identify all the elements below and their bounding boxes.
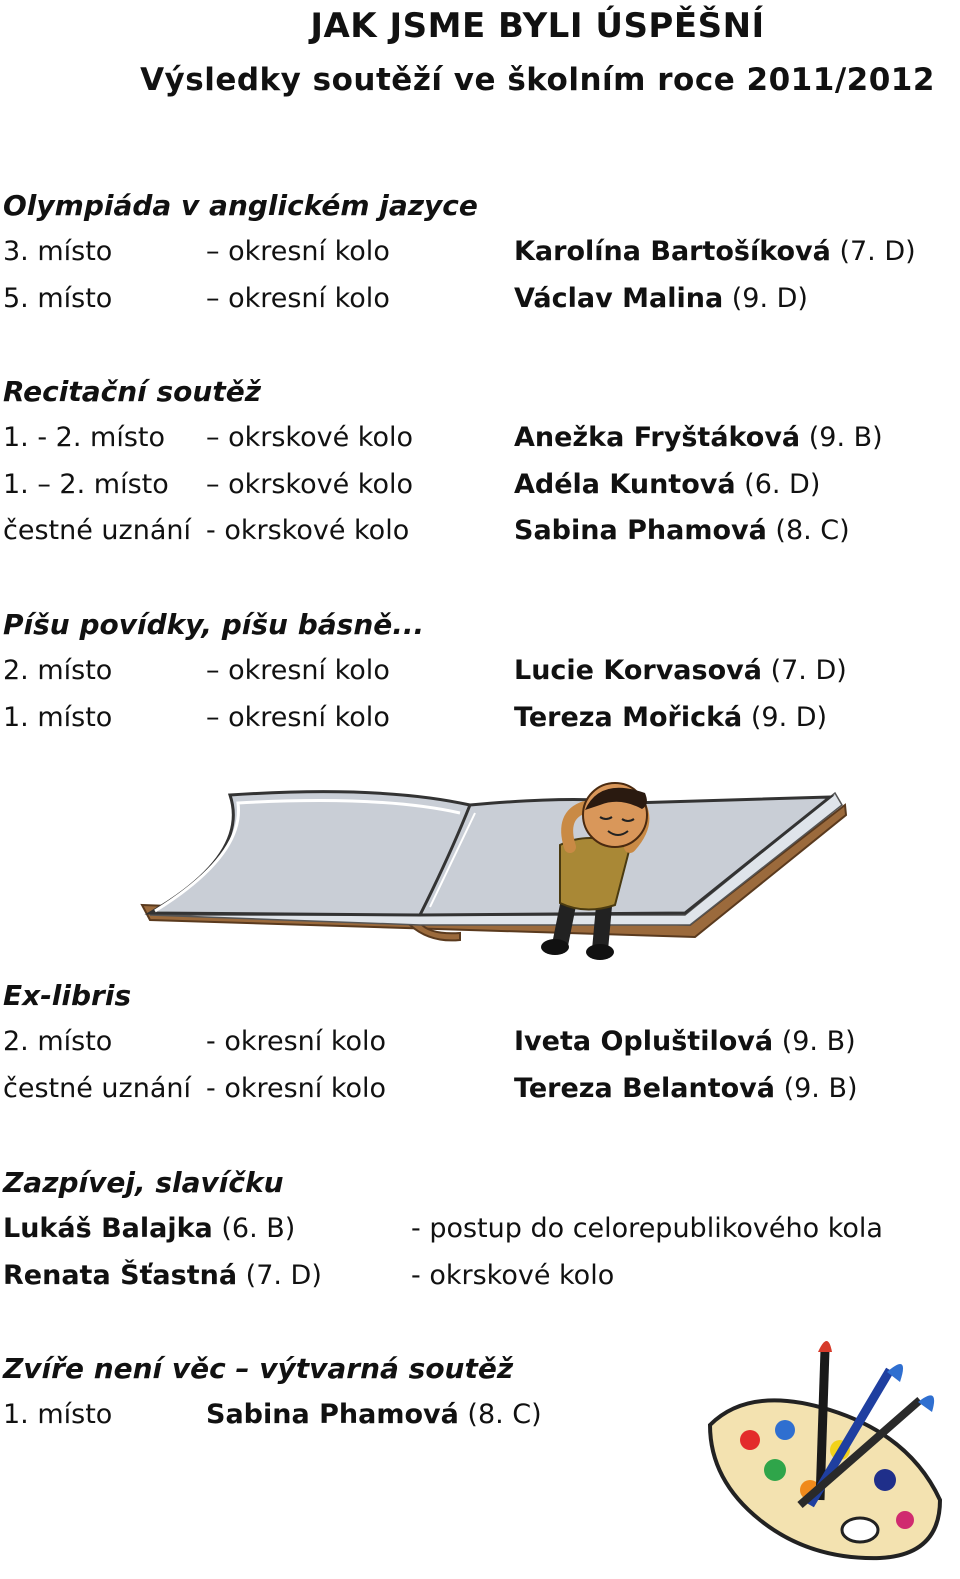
student-name: Sabina Phamová	[514, 515, 767, 546]
student-name: Karolína Bartošíková	[514, 236, 831, 267]
student-name: Sabina Phamová	[206, 1399, 459, 1430]
place: 2. místo	[3, 655, 113, 686]
result-row	[3, 695, 953, 742]
class: (7. D)	[770, 655, 847, 686]
winner	[514, 415, 883, 462]
section-recitation	[3, 369, 953, 555]
student-name: Lukáš Balajka	[3, 1213, 213, 1244]
class: (7. D)	[839, 236, 916, 267]
section-singing	[3, 1160, 953, 1299]
result-row	[3, 229, 953, 276]
round: – okresní kolo	[206, 236, 390, 267]
section-heading: Olympiáda v anglickém jazyce	[3, 189, 478, 222]
section-heading: Recitační soutěž	[3, 375, 262, 408]
round: – okresní kolo	[206, 701, 390, 733]
round: – okrskové kolo	[206, 422, 413, 453]
result-row	[3, 648, 953, 695]
winner	[514, 229, 916, 276]
place: čestné uznání	[3, 515, 191, 546]
student-name: Lucie Korvasová	[514, 655, 762, 686]
section-ex-libris	[3, 973, 953, 1112]
round: - okresní kolo	[206, 1026, 387, 1057]
round: – okresní kolo	[206, 655, 390, 686]
class: (8. C)	[467, 1399, 542, 1430]
winner	[206, 1392, 542, 1439]
class: (9. B)	[781, 1026, 856, 1057]
class: (9. D)	[750, 701, 828, 733]
winner	[3, 1206, 295, 1253]
result-row	[3, 508, 953, 555]
winner	[514, 648, 847, 695]
result-row	[3, 276, 953, 323]
result: - okrskové kolo	[411, 1259, 615, 1291]
section-writing	[3, 602, 953, 741]
winner	[514, 508, 850, 555]
class: (6. B)	[221, 1213, 296, 1244]
winner	[514, 1019, 856, 1066]
place: 3. místo	[3, 236, 113, 267]
result-row	[3, 1253, 953, 1300]
class: (6. D)	[744, 468, 821, 500]
section-heading: Zvíře není věc – výtvarná soutěž	[3, 1352, 514, 1385]
place: 1. místo	[3, 1399, 113, 1430]
place: čestné uznání	[3, 1072, 191, 1104]
round: - okrskové kolo	[206, 515, 410, 546]
place: 1. - 2. místo	[3, 422, 165, 453]
class: (9. B)	[783, 1072, 858, 1104]
student-name: Václav Malina	[514, 282, 724, 314]
winner	[514, 462, 820, 509]
place: 1. – 2. místo	[3, 468, 169, 500]
class: (8. C)	[775, 515, 850, 546]
section-english-olympiad	[3, 183, 953, 322]
winner	[514, 276, 808, 323]
round: - okresní kolo	[206, 1072, 387, 1104]
result: - postup do celorepublikového kola	[411, 1213, 883, 1244]
place: 2. místo	[3, 1026, 113, 1057]
result-row	[3, 1206, 953, 1253]
student-name: Adéla Kuntová	[514, 468, 736, 500]
winner	[514, 695, 827, 742]
page-title: JAK JSME BYLI ÚSPĚŠNÍ	[310, 6, 765, 46]
class: (7. D)	[245, 1259, 322, 1291]
class: (9. D)	[731, 282, 808, 314]
place: 1. místo	[3, 701, 113, 733]
place: 5. místo	[3, 282, 113, 314]
class: (9. B)	[808, 422, 883, 453]
student-name: Renata Šťastná	[3, 1259, 238, 1291]
book-with-reading-boy-illustration	[130, 775, 860, 965]
student-name: Anežka Fryštáková	[514, 422, 801, 453]
section-heading: Píšu povídky, píšu básně...	[3, 608, 425, 641]
result-row	[3, 415, 953, 462]
student-name: Tereza Mořická	[514, 701, 743, 733]
student-name: Iveta Opluštilová	[514, 1026, 774, 1057]
paint-palette-with-brushes-illustration	[690, 1330, 950, 1565]
winner	[3, 1253, 322, 1300]
result-row	[3, 462, 953, 509]
winner	[514, 1066, 858, 1113]
result-row	[3, 1066, 953, 1113]
section-heading: Zazpívej, slavíčku	[3, 1166, 284, 1199]
section-heading: Ex-libris	[3, 979, 132, 1012]
result-row	[3, 1019, 953, 1066]
student-name: Tereza Belantová	[514, 1072, 775, 1104]
round: – okresní kolo	[206, 282, 390, 314]
round: – okrskové kolo	[206, 468, 413, 500]
page-subtitle: Výsledky soutěží ve školním roce 2011/2012	[140, 62, 935, 98]
